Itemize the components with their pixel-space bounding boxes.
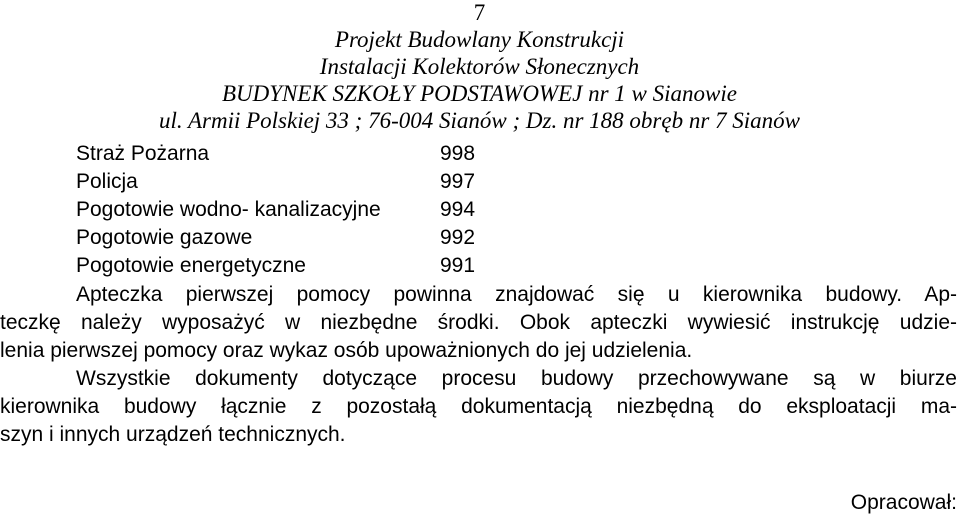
contact-name: Pogotowie gazowe [76,226,253,249]
contact-name: Straż Pożarna [76,142,210,165]
contact-name: Pogotowie energetyczne [76,254,306,277]
paragraph-line: teczkę należy wyposażyć w niezbędne środki. Obok apteczki wywiesić instrukcję udzie- [0,311,957,334]
contact-number: 992 [440,226,476,249]
paragraph-line: Wszystkie dokumenty dotyczące procesu budowy przechowywane są w biurze [76,367,957,390]
header-project-title: Projekt Budowlany Konstrukcji [334,27,625,52]
header-building: BUDYNEK SZKOŁY PODSTAWOWEJ nr 1 w Sianowie [222,81,737,106]
page-number: 7 [473,0,486,25]
contact-name: Pogotowie wodno- kanalizacyjne [76,198,381,221]
paragraph-line: szyn i innych urządzeń technicznych. [0,423,346,446]
header-address: ul. Armii Polskiej 33 ; 76-004 Sianów ; Dz. nr 188 obręb nr 7 Sianów [158,108,800,133]
contact-number: 991 [440,254,476,277]
paragraph-line: kierownika budowy łącznie z pozostałą dokumentacją niezbędną do eksploatacji ma- [0,395,957,418]
header-installation: Instalacji Kolektorów Słonecznych [319,54,640,79]
paragraph-line: Apteczka pierwszej pomocy powinna znajdować się u kierownika budowy. Ap- [76,283,957,306]
signature-label: Opracował: [850,491,957,514]
contact-number: 994 [440,198,476,221]
contact-number: 997 [440,170,476,193]
paragraph-line: lenia pierwszej pomocy oraz wykaz osób upoważnionych do jej udzielenia. [0,339,693,362]
contact-number: 998 [440,142,476,165]
contact-name: Policja [76,170,138,193]
